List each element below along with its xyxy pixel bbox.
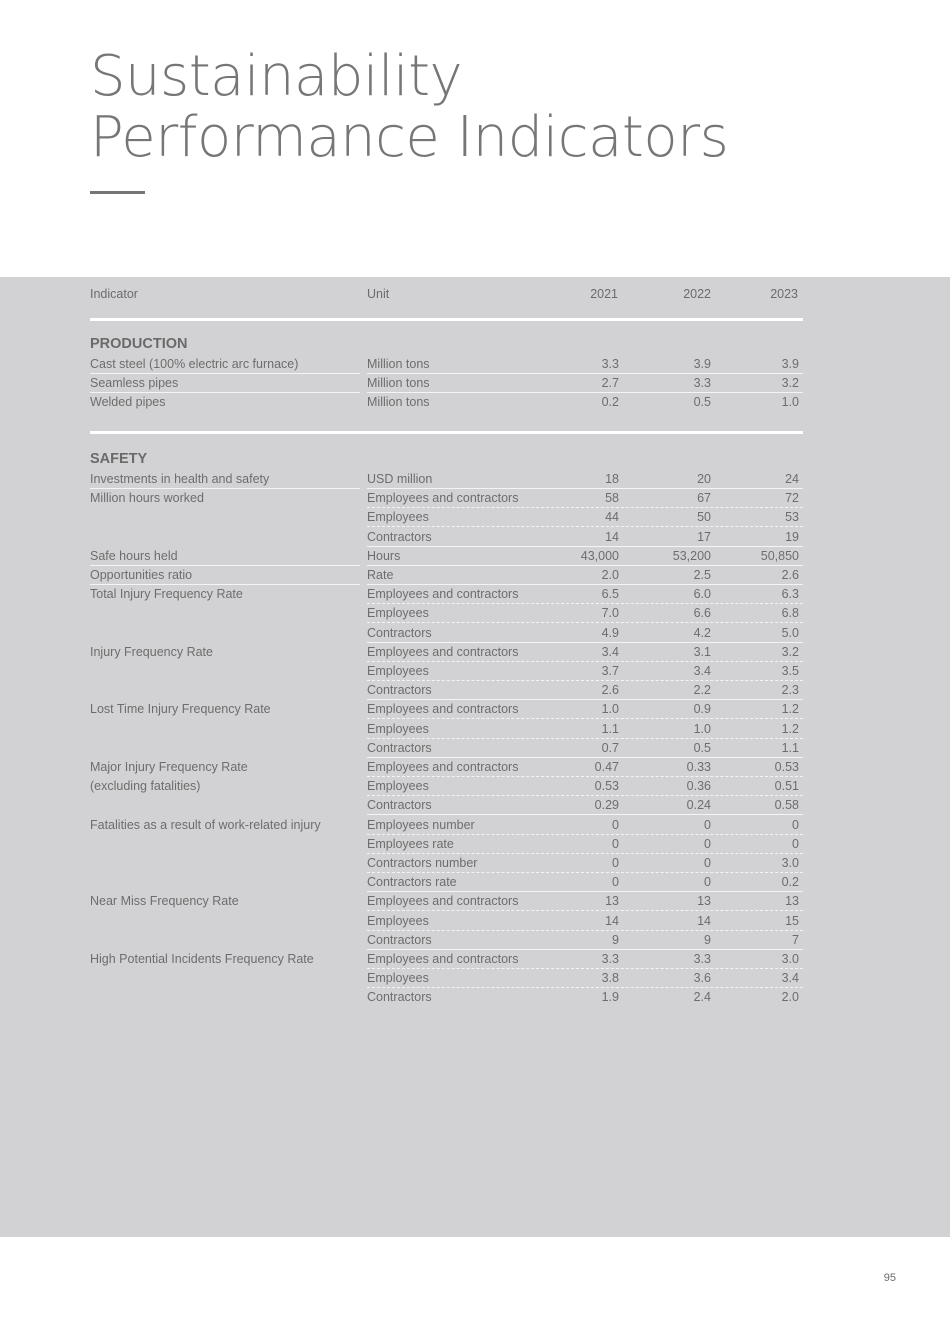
table-row — [90, 528, 803, 547]
value-2022-cell: 67 — [697, 491, 711, 506]
value-2022-cell: 0.5 — [693, 395, 711, 410]
value-2022-cell: 3.6 — [693, 971, 711, 986]
unit-cell: Employees and contractors — [367, 892, 803, 911]
indicator-cell: Investments in health and safety — [90, 470, 360, 489]
value-2022-cell: 50 — [697, 510, 711, 525]
value-2021-cell: 14 — [605, 913, 619, 928]
table-row — [90, 470, 803, 489]
column-header-unit: Unit — [367, 287, 390, 301]
value-2022-cell: 0.36 — [686, 779, 711, 794]
indicator-cell: (excluding fatalities) — [90, 779, 201, 794]
table-row — [90, 758, 803, 777]
value-2021-cell: 14 — [605, 529, 619, 544]
value-2023-cell: 2.6 — [781, 568, 799, 582]
unit-cell: Contractors — [367, 990, 432, 1005]
value-2021-cell: 13 — [605, 894, 619, 909]
value-2023-cell: 7 — [792, 932, 799, 947]
value-2023-cell: 3.4 — [781, 971, 799, 986]
value-2023-cell: 1.2 — [781, 702, 799, 717]
table-row — [90, 873, 803, 892]
value-2022-cell: 4.2 — [693, 625, 711, 640]
value-2021-cell: 1.0 — [601, 702, 619, 717]
value-2021-cell: 0.47 — [594, 760, 619, 774]
indicator-cell: Million hours worked — [90, 491, 204, 506]
unit-cell: Employees — [367, 912, 803, 931]
unit-cell: Employees and contractors — [367, 643, 803, 662]
table-row — [90, 374, 803, 393]
value-2023-cell: 2.3 — [781, 683, 799, 698]
value-2023-cell: 3.5 — [781, 664, 799, 678]
unit-cell: Million tons — [367, 374, 803, 393]
value-2021-cell: 3.3 — [601, 952, 619, 966]
value-2022-cell: 3.3 — [693, 952, 711, 966]
page-number: 95 — [883, 1272, 896, 1284]
unit-cell: Contractors — [367, 681, 803, 700]
indicator-cell: Welded pipes — [90, 395, 166, 410]
unit-cell: USD million — [367, 470, 803, 489]
value-2021-cell: 2.7 — [601, 376, 619, 391]
unit-cell: Hours — [367, 547, 803, 566]
table-row — [90, 835, 803, 854]
table-row — [90, 547, 803, 566]
table-row — [90, 489, 803, 508]
value-2023-cell: 1.0 — [781, 395, 799, 410]
value-2022-cell: 1.0 — [693, 721, 711, 736]
unit-cell: Employees — [367, 604, 803, 623]
value-2022-cell: 0 — [704, 836, 711, 851]
table-row — [90, 624, 803, 643]
value-2021-cell: 6.5 — [601, 587, 619, 602]
unit-cell: Contractors — [367, 796, 803, 815]
table-row — [90, 969, 803, 988]
unit-cell: Employees — [367, 720, 803, 739]
value-2022-cell: 2.4 — [693, 990, 711, 1005]
column-header-2023: 2023 — [770, 287, 798, 301]
value-2022-cell: 2.2 — [693, 683, 711, 698]
indicators-panel — [0, 277, 950, 1237]
unit-cell: Employees and contractors — [367, 758, 803, 777]
value-2021-cell: 0.2 — [601, 395, 619, 410]
table-row — [90, 355, 803, 374]
value-2021-cell: 7.0 — [601, 606, 619, 621]
table-row — [90, 912, 803, 931]
indicator-cell: Fatalities as a result of work-related injury — [90, 817, 321, 832]
value-2022-cell: 0.5 — [693, 740, 711, 755]
value-2023-cell: 3.0 — [781, 952, 799, 966]
unit-cell: Employees — [367, 777, 803, 796]
table-row — [90, 662, 803, 681]
table-row — [90, 585, 803, 604]
section-divider — [90, 431, 803, 434]
value-2023-cell: 24 — [785, 472, 799, 486]
table-row — [90, 508, 803, 527]
value-2023-cell: 13 — [785, 894, 799, 909]
value-2023-cell: 0 — [792, 817, 799, 832]
value-2021-cell: 18 — [605, 472, 619, 486]
unit-cell: Employees number — [367, 816, 803, 835]
unit-cell: Contractors — [367, 528, 803, 547]
unit-cell: Employees and contractors — [367, 950, 803, 969]
value-2023-cell: 5.0 — [781, 625, 799, 640]
unit-cell: Employees rate — [367, 835, 803, 854]
table-row — [90, 796, 803, 815]
value-2022-cell: 0 — [704, 817, 711, 832]
unit-cell: Contractors rate — [367, 873, 803, 892]
indicator-cell: Total Injury Frequency Rate — [90, 587, 243, 602]
indicator-cell: Safe hours held — [90, 547, 360, 566]
value-2021-cell: 0 — [612, 836, 619, 851]
page-title-line-2: Performance Indicators — [90, 105, 729, 170]
value-2021-cell: 0.29 — [594, 798, 619, 813]
page-title — [90, 46, 728, 168]
value-2023-cell: 3.2 — [781, 644, 799, 659]
value-2023-cell: 1.2 — [781, 721, 799, 736]
value-2022-cell: 3.1 — [693, 644, 711, 659]
value-2023-cell: 0.2 — [781, 875, 799, 890]
table-row — [90, 777, 803, 796]
value-2023-cell: 6.8 — [781, 606, 799, 621]
table-row — [90, 892, 803, 911]
value-2023-cell: 53 — [785, 510, 799, 525]
table-row — [90, 816, 803, 835]
title-underline — [90, 191, 145, 194]
value-2021-cell: 2.6 — [601, 683, 619, 698]
value-2022-cell: 6.6 — [693, 606, 711, 621]
unit-cell: Million tons — [367, 355, 803, 374]
value-2021-cell: 1.1 — [601, 721, 619, 736]
value-2022-cell: 3.4 — [693, 664, 711, 678]
table-row — [90, 604, 803, 623]
value-2021-cell: 3.7 — [601, 664, 619, 678]
value-2021-cell: 0 — [612, 856, 619, 870]
value-2022-cell: 13 — [697, 894, 711, 909]
value-2021-cell: 58 — [605, 491, 619, 506]
column-header-2022: 2022 — [683, 287, 711, 301]
table-row — [90, 988, 803, 1007]
unit-cell: Employees and contractors — [367, 700, 803, 719]
table-row — [90, 931, 803, 950]
value-2021-cell: 3.3 — [601, 357, 619, 371]
value-2021-cell: 9 — [612, 932, 619, 947]
value-2022-cell: 17 — [697, 529, 711, 544]
indicator-cell: Lost Time Injury Frequency Rate — [90, 702, 271, 717]
indicator-cell: Opportunities ratio — [90, 566, 360, 585]
value-2021-cell: 0.53 — [594, 779, 619, 794]
unit-cell: Employees — [367, 508, 803, 527]
value-2022-cell: 0.24 — [686, 798, 711, 813]
value-2022-cell: 0 — [704, 875, 711, 890]
column-header-indicator: Indicator — [90, 287, 138, 301]
section-divider — [90, 318, 803, 321]
unit-cell: Contractors — [367, 739, 803, 758]
value-2021-cell: 0 — [612, 817, 619, 832]
indicator-cell: Cast steel (100% electric arc furnace) — [90, 355, 360, 374]
value-2023-cell: 19 — [785, 529, 799, 544]
unit-cell: Employees and contractors — [367, 489, 803, 508]
table-row — [90, 739, 803, 758]
unit-cell: Contractors — [367, 931, 803, 950]
value-2022-cell: 0 — [704, 856, 711, 870]
value-2023-cell: 50,850 — [760, 548, 799, 563]
unit-cell: Contractors — [367, 624, 803, 643]
value-2022-cell: 20 — [697, 472, 711, 486]
unit-cell: Employees and contractors — [367, 585, 803, 604]
table-row — [90, 681, 803, 700]
unit-cell: Rate — [367, 566, 803, 585]
table-row — [90, 720, 803, 739]
value-2023-cell: 3.0 — [781, 856, 799, 870]
value-2023-cell: 0 — [792, 836, 799, 851]
value-2023-cell: 6.3 — [781, 587, 799, 602]
value-2021-cell: 0 — [612, 875, 619, 890]
value-2023-cell: 0.51 — [774, 779, 799, 794]
value-2022-cell: 6.0 — [693, 587, 711, 602]
value-2023-cell: 0.58 — [774, 798, 799, 813]
value-2021-cell: 2.0 — [601, 568, 619, 582]
indicator-cell: Seamless pipes — [90, 374, 360, 393]
table-row — [90, 566, 803, 585]
table-row — [90, 643, 803, 662]
unit-cell: Contractors number — [367, 854, 803, 873]
value-2023-cell: 3.2 — [781, 376, 799, 391]
value-2022-cell: 0.33 — [686, 760, 711, 774]
value-2023-cell: 72 — [785, 491, 799, 506]
value-2022-cell: 3.9 — [693, 357, 711, 371]
table-row — [90, 950, 803, 969]
value-2023-cell: 3.9 — [781, 357, 799, 371]
section-title-production: PRODUCTION — [90, 336, 188, 352]
indicator-cell: Major Injury Frequency Rate — [90, 760, 248, 774]
value-2022-cell: 9 — [704, 932, 711, 947]
value-2023-cell: 0.53 — [774, 760, 799, 774]
value-2021-cell: 43,000 — [580, 548, 619, 563]
value-2022-cell: 14 — [697, 913, 711, 928]
table-row — [90, 393, 803, 412]
unit-cell: Employees — [367, 662, 803, 681]
indicator-cell: Near Miss Frequency Rate — [90, 894, 239, 909]
value-2021-cell: 3.8 — [601, 971, 619, 986]
value-2021-cell: 44 — [605, 510, 619, 525]
section-title-safety: SAFETY — [90, 451, 148, 467]
table-row — [90, 854, 803, 873]
value-2022-cell: 53,200 — [672, 548, 711, 563]
value-2021-cell: 3.4 — [601, 644, 619, 659]
value-2021-cell: 4.9 — [601, 625, 619, 640]
unit-cell: Million tons — [367, 395, 430, 410]
table-row — [90, 700, 803, 719]
value-2022-cell: 0.9 — [693, 702, 711, 717]
column-header-2021: 2021 — [590, 287, 618, 301]
value-2023-cell: 1.1 — [781, 740, 799, 755]
value-2022-cell: 2.5 — [693, 568, 711, 582]
unit-cell: Employees — [367, 969, 803, 988]
indicator-cell: High Potential Incidents Frequency Rate — [90, 952, 314, 966]
value-2023-cell: 15 — [785, 913, 799, 928]
value-2021-cell: 1.9 — [601, 990, 619, 1005]
value-2021-cell: 0.7 — [601, 740, 619, 755]
page-title-line-1: Sustainability — [90, 44, 463, 109]
value-2023-cell: 2.0 — [781, 990, 799, 1005]
value-2022-cell: 3.3 — [693, 376, 711, 391]
indicator-cell: Injury Frequency Rate — [90, 644, 213, 659]
